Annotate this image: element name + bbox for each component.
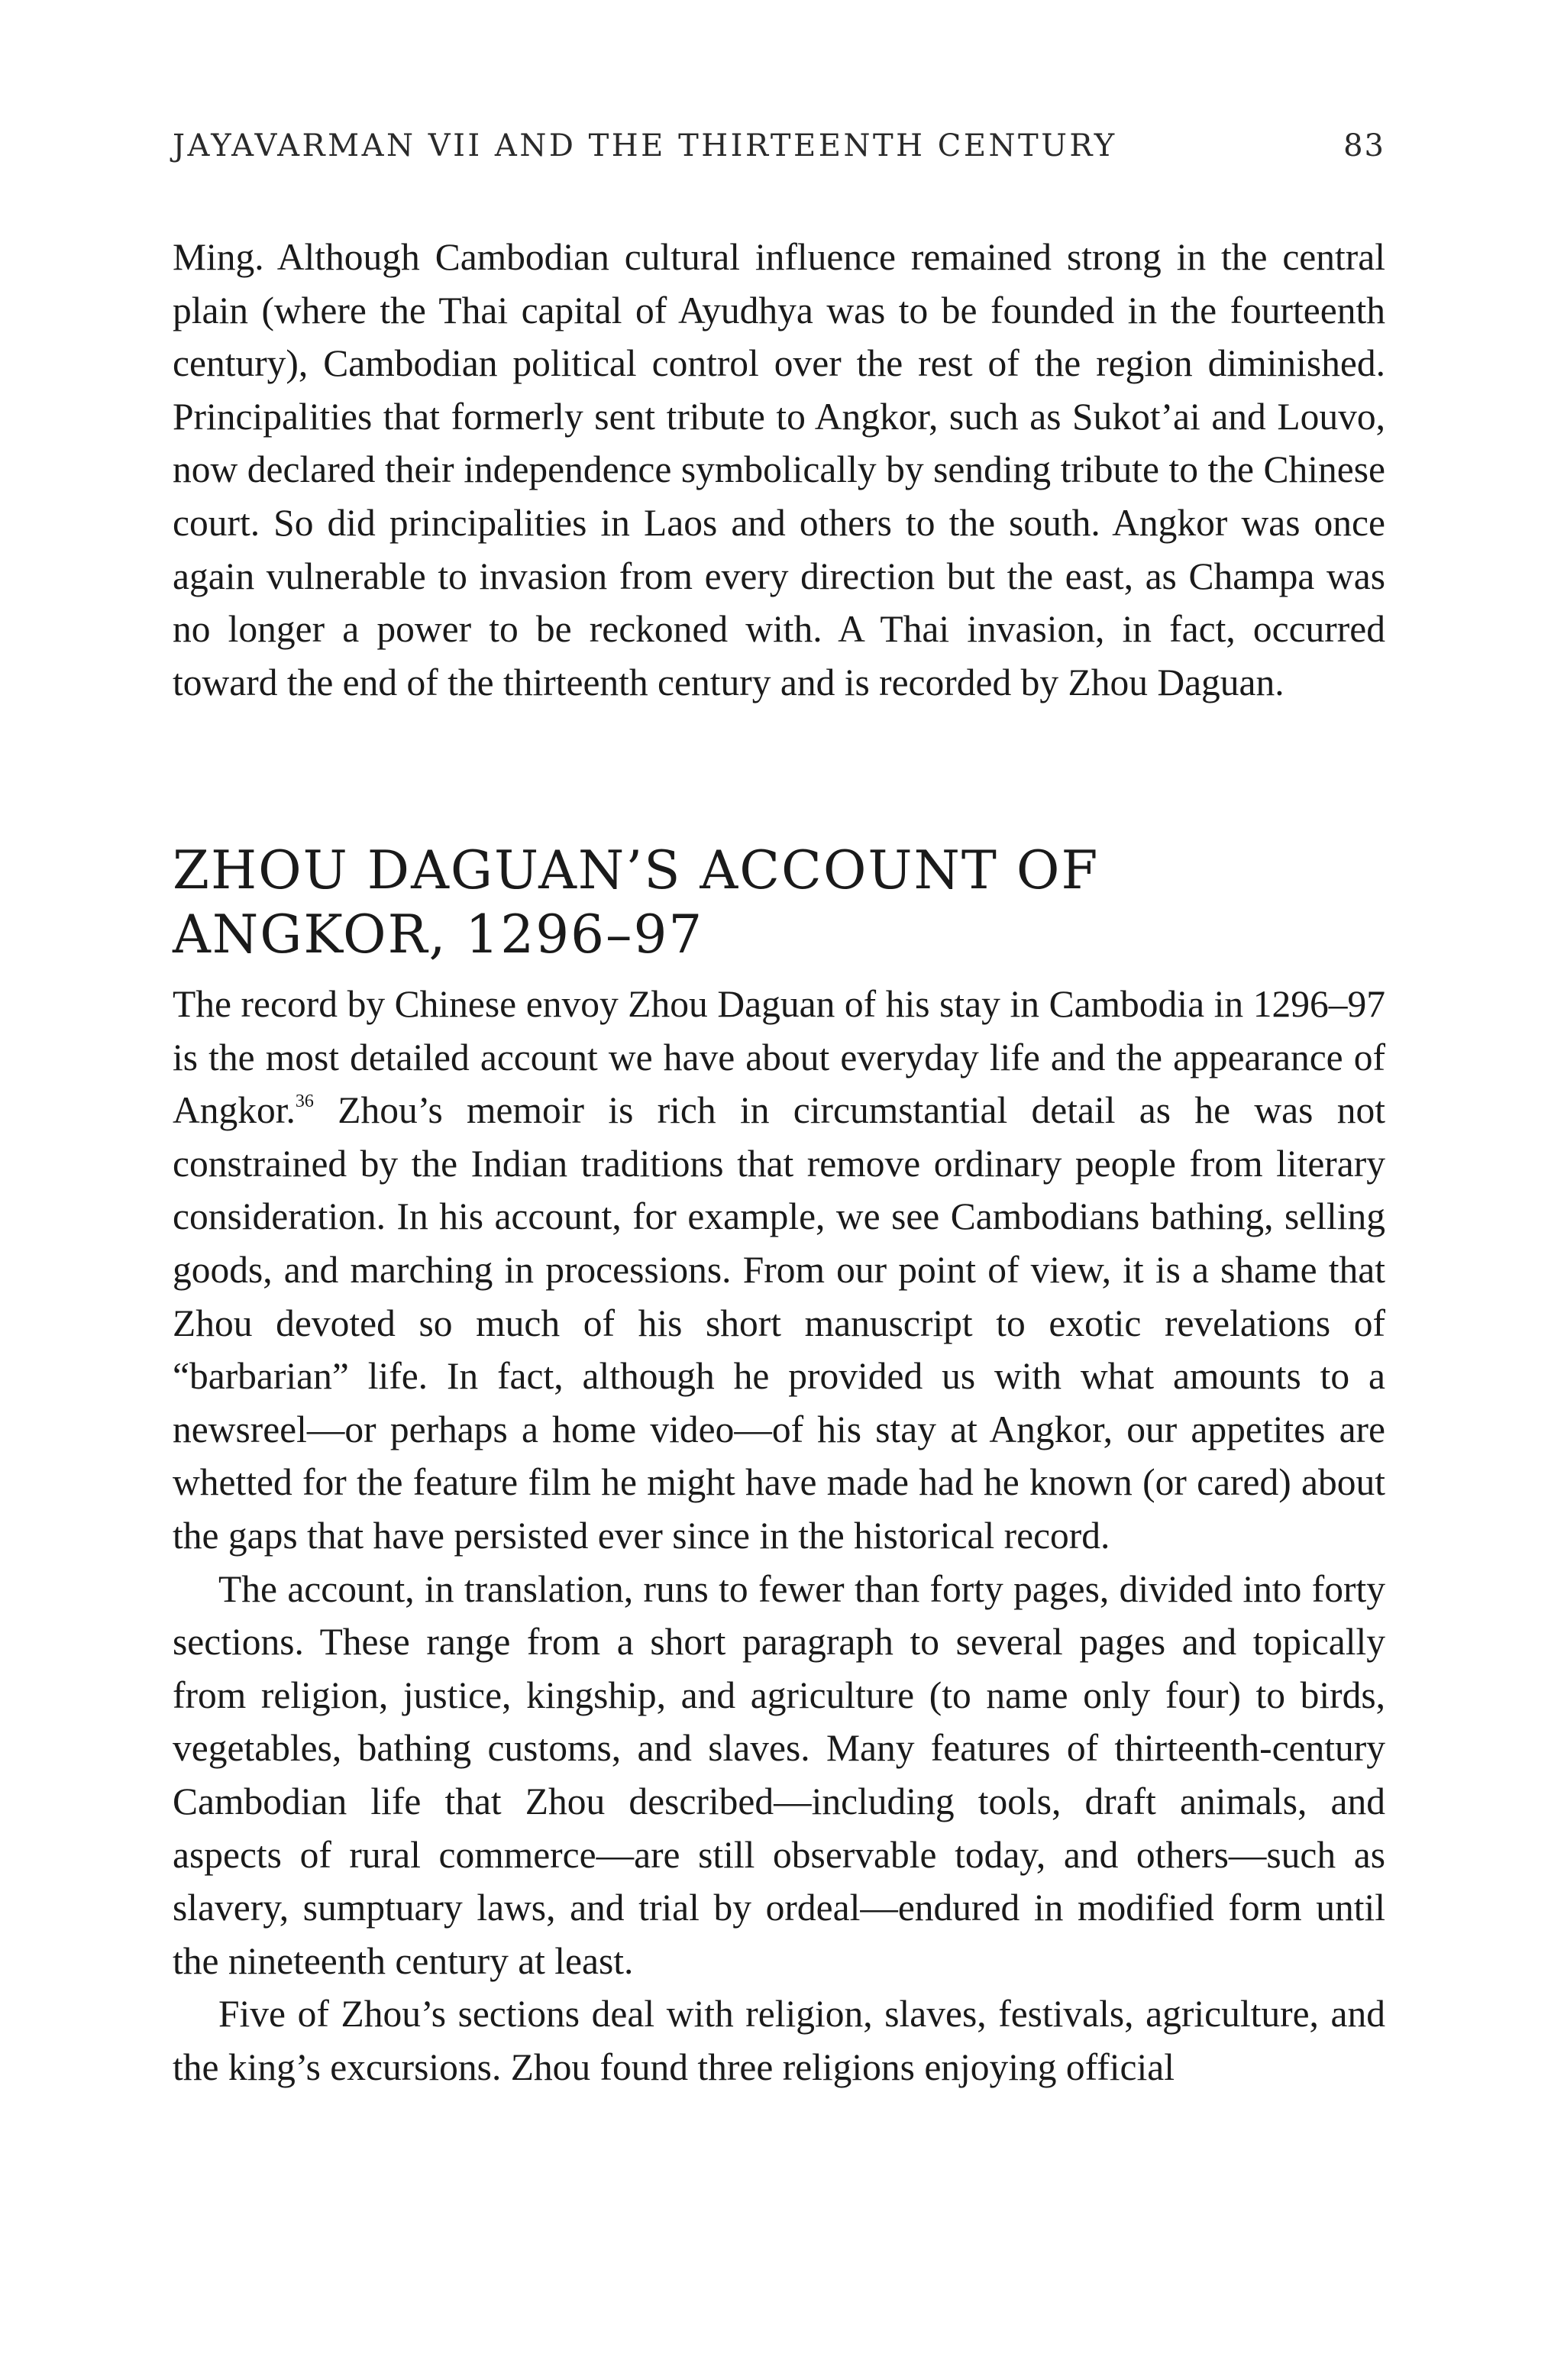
section-paragraph-1-text-a: The record by Chinese envoy Zhou Daguan of his stay in Cambodia in 1296–97 is the most detailed account we have about everyday life and the appearance of Angkor.	[173, 983, 1385, 1132]
page-number: 83	[1343, 128, 1385, 163]
section-paragraph-1-text-b: Zhou’s memoir is rich in circumstantial detail as he was not constrained by the Indian traditions that remove ordinary people from literary consideration. In his account, for example, we see Cambodians bathing, selling goods, and marching in processions. From our point of view, it is a shame that Zhou devoted so much of his short manuscript to exotic revelations of “barbarian” life. In fact, although he provided us with what amounts to a newsreel—or perhaps a home video—of his stay at Angkor, our appetites are whetted for the feature film he might have made had he known (or cared) about the gaps that have persisted ever since in the historical record.	[173, 1089, 1385, 1557]
section-body	[173, 978, 1385, 2094]
running-head	[173, 128, 1385, 174]
section-paragraph-3: Five of Zhou’s sections deal with religion, slaves, festivals, agriculture, and the king’s excursions. Zhou found three religions enjoying official	[173, 1993, 1385, 2088]
section-paragraph-1	[173, 978, 1385, 1563]
running-head-title: JAYAVARMAN VII AND THE THIRTEENTH CENTURY	[173, 128, 1117, 163]
opening-paragraph-block	[173, 231, 1385, 709]
opening-paragraph: Ming. Although Cambodian cultural influence remained strong in the central plain (where the Thai capital of Ayudhya was to be founded in the fourteenth century), Cambodian political control over the rest of the region diminished. Principalities that formerly sent tribute to Angkor, such as Sukot’ai and Louvo, now declared their independence symbolically by sending tribute to the Chinese court. So did principalities in Laos and others to the south. Angkor was once again vulnerable to invasion from every direction but the east, as Champa was no longer a power to be reckoned with. A Thai invasion, in fact, occurred toward the end of the thirteenth century and is recorded by Zhou Daguan.	[173, 236, 1385, 703]
section-heading	[173, 839, 1385, 967]
footnote-marker: 36	[295, 1091, 314, 1111]
section-heading-line-1: ZHOU DAGUAN’S ACCOUNT OF	[173, 840, 1100, 901]
section-heading-line-2: ANGKOR, 1296–97	[173, 904, 704, 965]
section-paragraph-2: The account, in translation, runs to fewer than forty pages, divided into forty sections. These range from a short paragraph to several pages and topically from religion, justice, kingship, and agriculture (to name only four) to birds, vegetables, bathing customs, and slaves. Many features of thirteenth-century Cambodian life that Zhou described—including tools, draft animals, and aspects of rural commerce—are still observable today, and others—such as slavery, sumptuary laws, and trial by ordeal—endured in modified form until the nineteenth century at least.	[173, 1567, 1385, 1982]
